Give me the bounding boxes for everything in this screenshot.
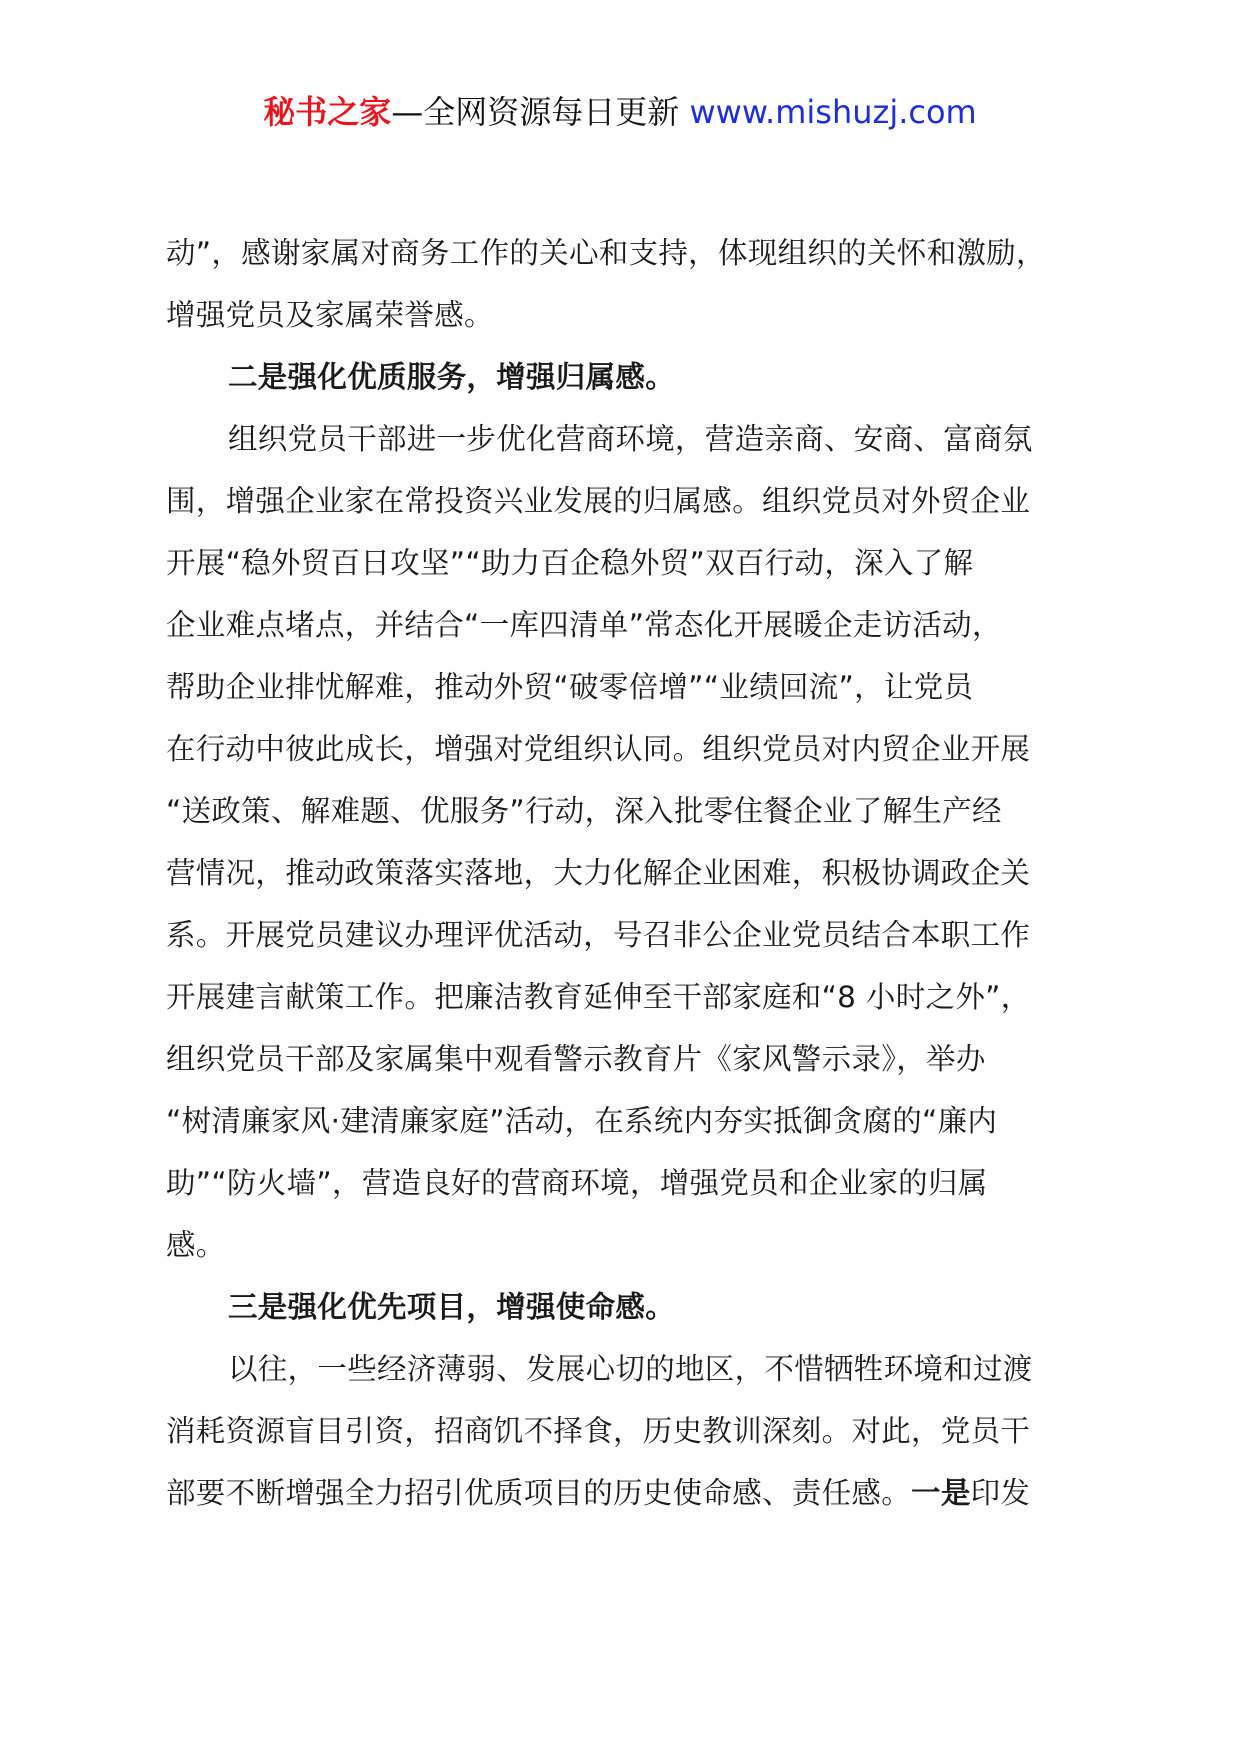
section-heading: 三是强化优先项目，增强使命感。	[228, 1290, 676, 1324]
document-body	[166, 222, 1098, 1524]
paragraph-line: 组织党员干部进一步优化营商环境，营造亲商、安商、富商氛	[228, 422, 1033, 456]
paragraph-line	[166, 1462, 1098, 1524]
paragraph-line: 以往，一些经济薄弱、发展心切的地区，不惜牺牲环境和过渡	[228, 1352, 1033, 1386]
bold-marker: 一是	[911, 1476, 971, 1510]
paragraph-line: 消耗资源盲目引资，招商饥不择食，历史教训深刻。对此，党员干	[166, 1414, 1031, 1448]
paragraph-line: 开展建言献策工作。把廉洁教育延伸至干部家庭和“8 小时之外”，	[166, 980, 1031, 1014]
paragraph-line: 企业难点堵点，并结合“一库四清单”常态化开展暖企走访活动，	[166, 608, 1002, 642]
paragraph-text: 部要不断增强全力招引优质项目的历史使命感、责任感。	[166, 1476, 912, 1510]
site-url-link[interactable]: www.mishuzj.com	[689, 93, 977, 131]
paragraph-line: 营情况，推动政策落实落地，大力化解企业困难，积极协调政企关	[166, 856, 1031, 890]
paragraph-line: 动”，感谢家属对商务工作的关心和支持，体现组织的关怀和激励，	[166, 236, 1046, 270]
paragraph-line: 增强党员及家属荣誉感。	[166, 298, 494, 332]
paragraph-line: 帮助企业排忧解难，推动外贸“破零倍增”“业绩回流”，让党员	[166, 670, 974, 704]
section-heading: 二是强化优质服务，增强归属感。	[228, 360, 676, 394]
site-tagline: —全网资源每日更新	[391, 93, 680, 131]
paragraph-line: 围，增强企业家在常投资兴业发展的归属感。组织党员对外贸企业	[166, 484, 1031, 518]
paragraph-line: 开展“稳外贸百日攻坚”“助力百企稳外贸”双百行动，深入了解	[166, 546, 974, 580]
paragraph-text: 印发	[970, 1476, 1031, 1510]
paragraph-line: 助”“防火墙”，营造良好的营商环境，增强党员和企业家的归属	[166, 1166, 988, 1200]
paragraph-line: 系。开展党员建议办理评优活动，号召非公企业党员结合本职工作	[166, 918, 1031, 952]
site-header	[0, 92, 1240, 132]
paragraph-line: “树清廉家风·建清廉家庭”活动，在系统内夯实抵御贪腐的“廉内	[166, 1104, 998, 1138]
paragraph-line: “送政策、解难题、优服务”行动，深入批零住餐企业了解生产经	[166, 794, 1002, 828]
paragraph-line: 组织党员干部及家属集中观看警示教育片《家风警示录》，举办	[166, 1042, 986, 1076]
paragraph-line: 感。	[166, 1228, 226, 1262]
site-brand: 秘书之家	[263, 93, 392, 131]
paragraph-line: 在行动中彼此成长，增强对党组织认同。组织党员对内贸企业开展	[166, 732, 1031, 766]
